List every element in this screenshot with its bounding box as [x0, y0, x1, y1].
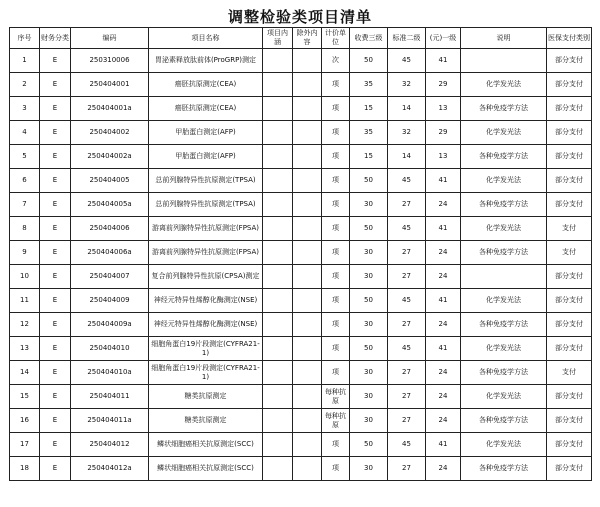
cell-grade3: 15 [350, 97, 388, 121]
cell-insurance: 支付 [547, 361, 592, 385]
cell-unit: 项 [322, 169, 350, 193]
cell-grade2: 32 [388, 121, 426, 145]
cell-grade2: 27 [388, 385, 426, 409]
header-row [10, 28, 592, 49]
cell-content [263, 385, 293, 409]
cell-name: 胃泌素释放肽前体(ProGRP)测定 [149, 49, 263, 73]
cell-code: 250404001a [71, 97, 149, 121]
cell-grade2: 32 [388, 73, 426, 97]
cell-grade1: 41 [426, 217, 461, 241]
header-content: 项目内涵 [263, 28, 293, 49]
table-row [10, 169, 592, 193]
cell-unit: 项 [322, 361, 350, 385]
cell-unit: 项 [322, 217, 350, 241]
cell-name: 神经元特异性烯醇化酶测定(NSE) [149, 313, 263, 337]
cell-code: 250404005a [71, 193, 149, 217]
cell-category: E [40, 49, 71, 73]
cell-no: 10 [10, 265, 40, 289]
cell-insurance: 部分支付 [547, 265, 592, 289]
cell-code: 250404007 [71, 265, 149, 289]
cell-grade3: 30 [350, 361, 388, 385]
cell-grade3: 30 [350, 457, 388, 481]
cell-grade3: 35 [350, 73, 388, 97]
cell-note: 各种免疫学方法 [461, 145, 547, 169]
cell-grade2: 27 [388, 313, 426, 337]
cell-note: 各种免疫学方法 [461, 313, 547, 337]
cell-grade1: 24 [426, 193, 461, 217]
cell-unit: 项 [322, 73, 350, 97]
cell-insurance: 部分支付 [547, 193, 592, 217]
cell-content [263, 121, 293, 145]
cell-category: E [40, 409, 71, 433]
cell-name: 甲胎蛋白测定(AFP) [149, 121, 263, 145]
cell-insurance: 部分支付 [547, 433, 592, 457]
cell-content [263, 433, 293, 457]
cell-grade2: 45 [388, 289, 426, 313]
table-row [10, 337, 592, 361]
cell-grade2: 27 [388, 361, 426, 385]
cell-grade3: 30 [350, 313, 388, 337]
cell-grade1: 24 [426, 265, 461, 289]
header-insurance: 医保支付类别 [547, 28, 592, 49]
cell-category: E [40, 433, 71, 457]
cell-category: E [40, 361, 71, 385]
cell-category: E [40, 193, 71, 217]
cell-insurance: 部分支付 [547, 121, 592, 145]
cell-name: 总前列腺特异性抗原测定(TPSA) [149, 169, 263, 193]
cell-category: E [40, 265, 71, 289]
cell-excluded [293, 73, 322, 97]
cell-grade3: 50 [350, 169, 388, 193]
cell-content [263, 193, 293, 217]
cell-no: 8 [10, 217, 40, 241]
cell-grade3: 30 [350, 193, 388, 217]
cell-note: 化学发光法 [461, 217, 547, 241]
cell-grade3: 50 [350, 433, 388, 457]
cell-excluded [293, 337, 322, 361]
header-category: 财务分类 [40, 28, 71, 49]
cell-no: 15 [10, 385, 40, 409]
cell-insurance: 部分支付 [547, 337, 592, 361]
cell-insurance: 部分支付 [547, 49, 592, 73]
table-row [10, 217, 592, 241]
cell-name: 细胞角蛋白19片段测定(CYFRA21-1) [149, 337, 263, 361]
cell-excluded [293, 241, 322, 265]
cell-note: 化学发光法 [461, 121, 547, 145]
cell-code: 250404012 [71, 433, 149, 457]
cell-note: 各种免疫学方法 [461, 361, 547, 385]
cell-excluded [293, 145, 322, 169]
cell-grade2: 27 [388, 457, 426, 481]
cell-grade1: 24 [426, 457, 461, 481]
cell-grade1: 41 [426, 169, 461, 193]
cell-content [263, 49, 293, 73]
cell-grade2: 27 [388, 241, 426, 265]
cell-excluded [293, 409, 322, 433]
cell-name: 复合前列腺特异性抗原(CPSA)测定 [149, 265, 263, 289]
cell-unit: 次 [322, 49, 350, 73]
cell-no: 7 [10, 193, 40, 217]
table-body [10, 49, 592, 481]
cell-unit: 每种抗原 [322, 409, 350, 433]
cell-no: 6 [10, 169, 40, 193]
cell-grade1: 24 [426, 241, 461, 265]
cell-code: 250404002 [71, 121, 149, 145]
cell-no: 17 [10, 433, 40, 457]
cell-content [263, 361, 293, 385]
cell-name: 细胞角蛋白19片段测定(CYFRA21-1) [149, 361, 263, 385]
item-table [9, 27, 592, 481]
cell-code: 250404002a [71, 145, 149, 169]
cell-category: E [40, 241, 71, 265]
table-row [10, 289, 592, 313]
cell-insurance: 部分支付 [547, 289, 592, 313]
cell-unit: 项 [322, 457, 350, 481]
header-note: 说明 [461, 28, 547, 49]
cell-name: 糖类抗原测定 [149, 409, 263, 433]
cell-name: 甲胎蛋白测定(AFP) [149, 145, 263, 169]
cell-content [263, 265, 293, 289]
cell-insurance: 部分支付 [547, 145, 592, 169]
cell-category: E [40, 169, 71, 193]
cell-category: E [40, 121, 71, 145]
cell-name: 总前列腺特异性抗原测定(TPSA) [149, 193, 263, 217]
cell-category: E [40, 313, 71, 337]
page-title: 调整检验类项目清单 [227, 8, 372, 26]
cell-excluded [293, 121, 322, 145]
cell-name: 癌胚抗原测定(CEA) [149, 97, 263, 121]
cell-category: E [40, 97, 71, 121]
header-grade2: 标准二级 [388, 28, 426, 49]
cell-grade1: 29 [426, 73, 461, 97]
cell-content [263, 241, 293, 265]
cell-excluded [293, 217, 322, 241]
cell-code: 250404005 [71, 169, 149, 193]
cell-grade2: 45 [388, 337, 426, 361]
cell-grade2: 45 [388, 169, 426, 193]
cell-content [263, 289, 293, 313]
cell-no: 3 [10, 97, 40, 121]
cell-code: 250404009 [71, 289, 149, 313]
cell-code: 250404010a [71, 361, 149, 385]
table-row [10, 97, 592, 121]
cell-unit: 项 [322, 337, 350, 361]
cell-grade2: 27 [388, 193, 426, 217]
cell-grade1: 24 [426, 409, 461, 433]
cell-grade1: 41 [426, 49, 461, 73]
cell-unit: 项 [322, 313, 350, 337]
header-no: 序号 [10, 28, 40, 49]
cell-content [263, 217, 293, 241]
cell-content [263, 169, 293, 193]
cell-grade2: 14 [388, 145, 426, 169]
cell-no: 2 [10, 73, 40, 97]
cell-grade2: 27 [388, 265, 426, 289]
table-row [10, 361, 592, 385]
cell-category: E [40, 457, 71, 481]
cell-code: 250404006a [71, 241, 149, 265]
cell-name: 游离前列腺特异性抗原测定(FPSA) [149, 217, 263, 241]
cell-content [263, 457, 293, 481]
cell-note: 化学发光法 [461, 169, 547, 193]
cell-insurance: 部分支付 [547, 169, 592, 193]
cell-note: 化学发光法 [461, 385, 547, 409]
cell-grade3: 35 [350, 121, 388, 145]
header-unit: 计价单位 [322, 28, 350, 49]
cell-note: 化学发光法 [461, 433, 547, 457]
cell-grade3: 50 [350, 337, 388, 361]
cell-category: E [40, 145, 71, 169]
cell-note [461, 49, 547, 73]
cell-note: 各种免疫学方法 [461, 457, 547, 481]
cell-grade3: 30 [350, 241, 388, 265]
table-row [10, 121, 592, 145]
table-row [10, 193, 592, 217]
cell-code: 250310006 [71, 49, 149, 73]
cell-excluded [293, 97, 322, 121]
cell-no: 12 [10, 313, 40, 337]
cell-note [461, 265, 547, 289]
cell-grade2: 14 [388, 97, 426, 121]
table-row [10, 457, 592, 481]
cell-note: 化学发光法 [461, 337, 547, 361]
cell-category: E [40, 337, 71, 361]
cell-grade2: 45 [388, 433, 426, 457]
cell-content [263, 73, 293, 97]
header-code: 编码 [71, 28, 149, 49]
header-grade3: 收费三级 [350, 28, 388, 49]
cell-code: 250404010 [71, 337, 149, 361]
cell-excluded [293, 265, 322, 289]
cell-category: E [40, 73, 71, 97]
cell-content [263, 409, 293, 433]
cell-note: 各种免疫学方法 [461, 97, 547, 121]
cell-name: 游离前列腺特异性抗原测定(FPSA) [149, 241, 263, 265]
cell-excluded [293, 385, 322, 409]
cell-no: 14 [10, 361, 40, 385]
table-row [10, 313, 592, 337]
header-excluded: 除外内容 [293, 28, 322, 49]
cell-unit: 项 [322, 121, 350, 145]
cell-insurance: 支付 [547, 217, 592, 241]
cell-no: 1 [10, 49, 40, 73]
cell-name: 神经元特异性烯醇化酶测定(NSE) [149, 289, 263, 313]
cell-grade1: 13 [426, 97, 461, 121]
cell-insurance: 部分支付 [547, 409, 592, 433]
cell-code: 250404001 [71, 73, 149, 97]
cell-code: 250404012a [71, 457, 149, 481]
cell-note: 各种免疫学方法 [461, 409, 547, 433]
cell-grade2: 45 [388, 49, 426, 73]
cell-no: 13 [10, 337, 40, 361]
cell-grade3: 50 [350, 49, 388, 73]
cell-unit: 项 [322, 241, 350, 265]
cell-no: 11 [10, 289, 40, 313]
cell-unit: 项 [322, 97, 350, 121]
cell-grade3: 30 [350, 265, 388, 289]
table-row [10, 49, 592, 73]
table-row [10, 409, 592, 433]
table-row [10, 145, 592, 169]
table-row [10, 73, 592, 97]
cell-grade2: 27 [388, 409, 426, 433]
header-name: 项目名称 [149, 28, 263, 49]
cell-unit: 项 [322, 145, 350, 169]
cell-content [263, 97, 293, 121]
cell-name: 鳞状细胞癌相关抗原测定(SCC) [149, 433, 263, 457]
cell-insurance: 支付 [547, 241, 592, 265]
cell-no: 5 [10, 145, 40, 169]
cell-category: E [40, 385, 71, 409]
cell-category: E [40, 289, 71, 313]
cell-grade1: 41 [426, 433, 461, 457]
cell-code: 250404009a [71, 313, 149, 337]
cell-grade3: 15 [350, 145, 388, 169]
cell-grade1: 13 [426, 145, 461, 169]
cell-no: 16 [10, 409, 40, 433]
cell-excluded [293, 169, 322, 193]
table-row [10, 265, 592, 289]
cell-grade2: 45 [388, 217, 426, 241]
cell-no: 4 [10, 121, 40, 145]
cell-excluded [293, 433, 322, 457]
cell-grade1: 29 [426, 121, 461, 145]
cell-insurance: 部分支付 [547, 73, 592, 97]
cell-excluded [293, 289, 322, 313]
cell-insurance: 部分支付 [547, 313, 592, 337]
cell-excluded [293, 457, 322, 481]
cell-grade3: 30 [350, 385, 388, 409]
cell-no: 9 [10, 241, 40, 265]
cell-grade3: 30 [350, 409, 388, 433]
cell-note: 各种免疫学方法 [461, 193, 547, 217]
cell-note: 化学发光法 [461, 289, 547, 313]
cell-content [263, 313, 293, 337]
table-row [10, 385, 592, 409]
cell-category: E [40, 217, 71, 241]
cell-name: 癌胚抗原测定(CEA) [149, 73, 263, 97]
cell-note: 化学发光法 [461, 73, 547, 97]
cell-unit: 项 [322, 289, 350, 313]
cell-unit: 项 [322, 433, 350, 457]
cell-note: 各种免疫学方法 [461, 241, 547, 265]
cell-insurance: 部分支付 [547, 457, 592, 481]
cell-excluded [293, 49, 322, 73]
cell-grade1: 24 [426, 385, 461, 409]
cell-content [263, 145, 293, 169]
cell-code: 250404006 [71, 217, 149, 241]
cell-grade1: 41 [426, 289, 461, 313]
cell-grade1: 24 [426, 361, 461, 385]
cell-grade1: 24 [426, 313, 461, 337]
cell-grade1: 41 [426, 337, 461, 361]
cell-insurance: 部分支付 [547, 97, 592, 121]
cell-excluded [293, 313, 322, 337]
cell-name: 糖类抗原测定 [149, 385, 263, 409]
cell-insurance: 部分支付 [547, 385, 592, 409]
cell-unit: 每种抗原 [322, 385, 350, 409]
cell-unit: 项 [322, 193, 350, 217]
cell-code: 250404011a [71, 409, 149, 433]
cell-code: 250404011 [71, 385, 149, 409]
header-grade1: (元)一级 [426, 28, 461, 49]
cell-content [263, 337, 293, 361]
cell-name: 鳞状细胞癌相关抗原测定(SCC) [149, 457, 263, 481]
cell-no: 18 [10, 457, 40, 481]
cell-excluded [293, 361, 322, 385]
cell-excluded [293, 193, 322, 217]
table-row [10, 433, 592, 457]
cell-grade3: 50 [350, 289, 388, 313]
cell-grade3: 50 [350, 217, 388, 241]
cell-unit: 项 [322, 265, 350, 289]
table-row [10, 241, 592, 265]
